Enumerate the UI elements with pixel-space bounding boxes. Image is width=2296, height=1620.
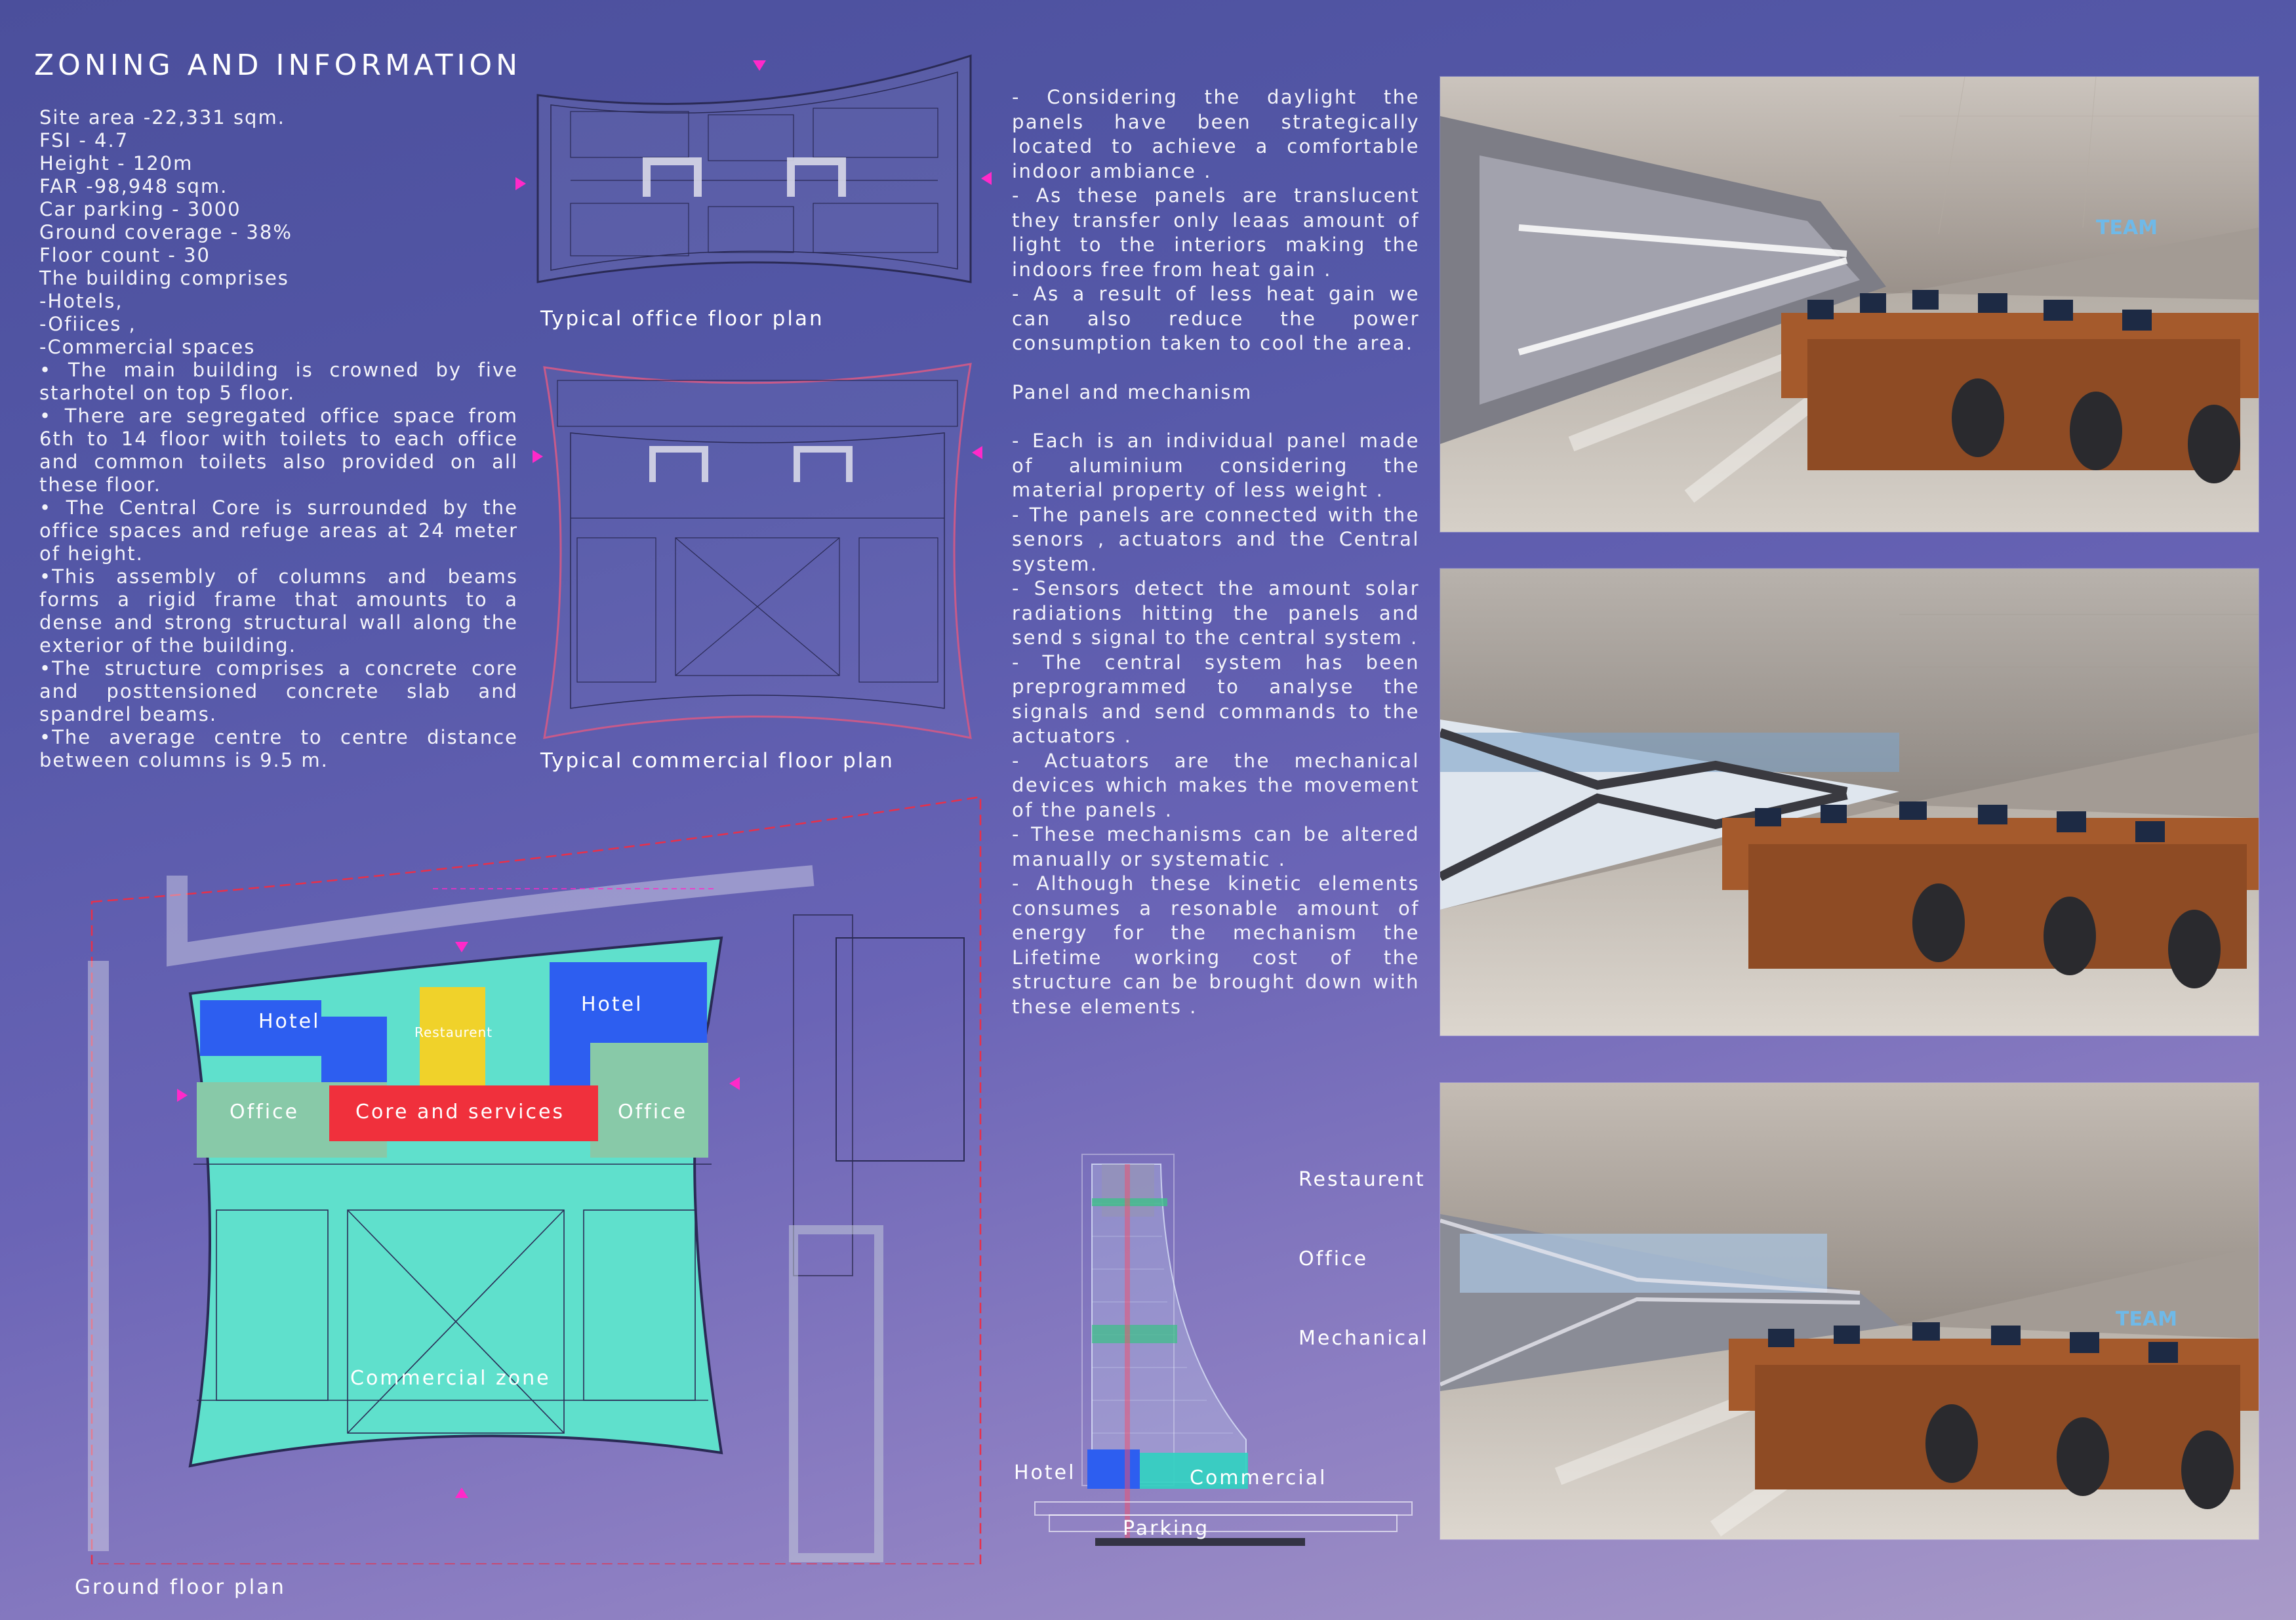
interior-render-3	[1440, 1082, 2259, 1540]
site-info-line: -Ofiices ,	[39, 313, 136, 335]
panel-intro-line: - Considering the daylight the panels have been strategically located to achieve a comfortable indoor ambiance .	[1012, 86, 1420, 182]
zone-label-commercial: Commercial zone	[350, 1367, 551, 1390]
site-info-line: -Hotels,	[39, 290, 123, 312]
interior-render-1	[1440, 76, 2259, 533]
zone-label-hotel-right: Hotel	[581, 993, 643, 1016]
panel-heading: Panel and mechanism	[1012, 380, 1253, 403]
panel-mechanism-line: - Sensors detect the amount solar radiations hitting the panels and send s signal to the central system .	[1012, 577, 1420, 649]
site-info-line: Ground coverage - 38%	[39, 221, 292, 243]
commercial-floor-plan	[531, 354, 984, 748]
section-label-office: Office	[1299, 1247, 1369, 1270]
site-info-line: Height - 120m	[39, 152, 193, 174]
panel-mechanism-line: - The panels are connected with the senors , actuators and the Central system.	[1012, 503, 1420, 575]
ground-floor-plan	[59, 790, 984, 1564]
site-info-line: Site area -22,331 sqm.	[39, 106, 285, 129]
zone-label-office-right: Office	[618, 1101, 688, 1124]
zone-label-core: Core and services	[355, 1101, 565, 1124]
site-info-line: The building comprises	[39, 267, 289, 289]
zone-label-restaurant: Restaurent	[414, 1024, 493, 1040]
interior-render-2	[1440, 568, 2259, 1036]
site-info	[39, 106, 518, 772]
team-sign: TEAM	[2116, 1308, 2178, 1331]
section-marker-icon	[455, 942, 468, 952]
panel-intro-line: - As these panels are translucent they transfer only leaas amount of light to the interiors making the indoors free from heat gain .	[1012, 184, 1420, 281]
zone-label-office-left: Office	[230, 1101, 300, 1124]
section-marker-icon	[753, 60, 766, 71]
panel-intro-line: - As a result of less heat gain we can also reduce the power consumption taken to cool the area.	[1012, 283, 1420, 354]
section-marker-icon	[972, 446, 982, 459]
commercial-plan-caption: Typical commercial floor plan	[540, 749, 895, 773]
panel-mechanism-line: - Each is an individual panel made of aluminium considering the material property of less weight .	[1012, 430, 1420, 501]
zone-label-hotel-left: Hotel	[258, 1010, 321, 1033]
section-marker-icon	[177, 1089, 188, 1102]
section-marker-icon	[981, 172, 992, 185]
panel-mechanism-line: - These mechanisms can be altered manually or systematic .	[1012, 823, 1420, 870]
ground-plan-caption: Ground floor plan	[75, 1575, 286, 1599]
page-title: ZONING AND INFORMATION	[34, 49, 521, 82]
office-floor-plan	[518, 46, 990, 295]
site-info-line: • The Central Core is surrounded by the office spaces and refuge areas at 24 meter of height.	[39, 496, 518, 565]
section-marker-icon	[515, 177, 526, 190]
section-marker-icon	[729, 1077, 740, 1090]
section-marker-icon	[455, 1488, 468, 1498]
site-info-line: -Commercial spaces	[39, 336, 256, 358]
section-label-mechanical: Mechanical	[1299, 1327, 1429, 1350]
section-label-restaurant: Restaurent	[1299, 1168, 1426, 1191]
panel-mechanism-line: - The central system has been preprogrammed to analyse the signals and send commands to the actuators .	[1012, 651, 1420, 747]
site-info-line: Floor count - 30	[39, 244, 211, 266]
site-info-line: Car parking - 3000	[39, 198, 241, 220]
panel-mechanism-line: - Although these kinetic elements consumes a resonable amount of energy for the mechanism the Lifetime working cost of the structure can be brought down with these elements .	[1012, 872, 1420, 1018]
office-plan-caption: Typical office floor plan	[540, 307, 824, 331]
site-info-line: •This assembly of columns and beams forms a rigid frame that amounts to a dense and strong structural wall along the exterior of the building.	[39, 565, 518, 657]
section-label-parking: Parking	[1123, 1517, 1210, 1540]
panel-mechanism-line: - Actuators are the mechanical devices which makes the movement of the panels .	[1012, 749, 1420, 821]
site-info-line: •The average centre to centre distance between columns is 9.5 m.	[39, 726, 518, 771]
section-marker-icon	[533, 450, 543, 463]
section-label-commercial: Commercial	[1190, 1467, 1327, 1489]
site-info-line: • The main building is crowned by five starhotel on top 5 floor.	[39, 359, 518, 404]
team-sign: TEAM	[2096, 216, 2158, 239]
section-label-hotel: Hotel	[1014, 1461, 1076, 1484]
panel-description	[1012, 85, 1420, 1019]
site-info-line: FAR -98,948 sqm.	[39, 175, 228, 197]
site-info-line: FSI - 4.7	[39, 129, 129, 152]
site-info-line: •The structure comprises a concrete core and posttensioned concrete slab and spandrel beams.	[39, 657, 518, 725]
site-info-line: • There are segregated office space from 6th to 14 floor with toilets to each office and common toilets also provided on all these floor.	[39, 405, 518, 496]
